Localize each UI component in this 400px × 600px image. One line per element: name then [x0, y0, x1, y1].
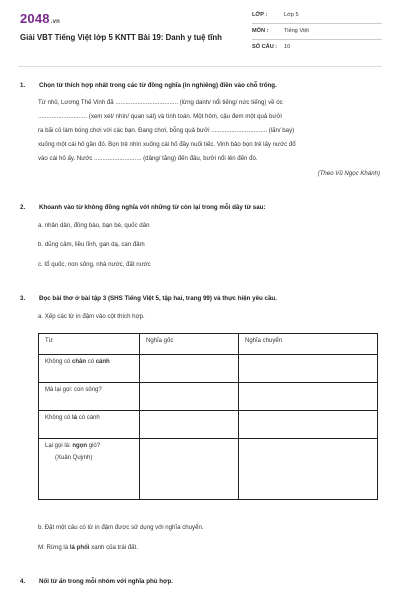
example-text: xanh của trái đất.: [89, 544, 138, 551]
meta-divider: [252, 39, 382, 40]
example-text: M: Rừng là: [38, 544, 70, 551]
logo-main: 2048: [20, 11, 50, 26]
paragraph-line: ra bãi cỏ làm bóng chơi với các bạn. Đang chơi, bỗng quả bưởi ................................. (lăn/ bay): [38, 127, 295, 134]
bold-word: chân: [72, 359, 87, 365]
literal-meaning-cell[interactable]: [140, 439, 239, 500]
question-text: Đọc bài thơ ở bài tập 3 (SHS Tiếng Việt 5, tập hai, trang 99) và thực hiện yêu cầu.: [39, 295, 277, 302]
question-number: 1.: [20, 82, 26, 89]
paragraph-line: xuống một cái hố gần đó. Bọn trẻ nhìn xuống cái hố đầy nuối tiếc. Vinh bảo bọn trẻ lấy nước đổ: [38, 141, 296, 148]
word-cell: [39, 411, 140, 439]
question-text: Khoanh vào từ không đồng nghĩa với những từ còn lại trong mỗi dãy từ sau:: [39, 204, 266, 211]
list-item: c. tổ quốc, non sông, nhà nước, đất nước: [38, 261, 151, 268]
paragraph-line: ............................. (xem xét/ nhìn/ quan sát) và tính toán. Một hôm, cậu đem một quả bưởi: [38, 113, 282, 120]
paragraph-line: vào cái hố ấy. Nước ............................ (dâng/ tăng) đến đâu, bưởi nổi lên đến đó.: [38, 155, 258, 162]
bold-word: lá: [72, 415, 78, 421]
example-sentence: [38, 544, 138, 551]
question-text: Chọn từ thích hợp nhất trong các từ đồng nghĩa (in nghiêng) điền vào chỗ trống.: [39, 82, 277, 89]
poem-author: (Xuân Quỳnh): [55, 455, 93, 461]
bold-word: ngọn: [72, 443, 88, 449]
word-cell: [39, 355, 140, 383]
list-item: a. nhân dân, đồng bào, bạn bè, quốc dân: [38, 222, 150, 229]
cell-text: Mà lại gọi: con sông?: [45, 387, 102, 393]
bold-word: lá phổi: [69, 544, 90, 551]
cell-text: gió?: [87, 443, 101, 449]
column-header: Nghĩa gốc: [140, 334, 239, 355]
word-cell: [39, 383, 140, 411]
logo-suffix: .vn: [50, 19, 61, 25]
question-number: 3.: [20, 295, 26, 302]
cell-text: Không có: [45, 359, 73, 365]
figurative-meaning-cell[interactable]: [239, 439, 378, 500]
header-divider: [18, 66, 382, 67]
answer-table: [38, 333, 378, 500]
table-row: [39, 439, 378, 500]
meta-key: SỐ CÂU :: [252, 44, 278, 50]
header: [0, 0, 400, 60]
cell-text: có cành: [77, 415, 100, 421]
figurative-meaning-cell[interactable]: [239, 411, 378, 439]
column-header: Nghĩa chuyển: [239, 334, 378, 355]
meta-key: LỚP :: [252, 12, 268, 18]
meta-divider: [252, 23, 382, 24]
meta-key: MÔN :: [252, 28, 269, 34]
question-number: 2.: [20, 204, 26, 211]
meta-value: 10: [284, 44, 291, 50]
sub-question-b: b. Đặt một câu có từ in đậm được sử dụng với nghĩa chuyển.: [38, 524, 204, 531]
meta-value: Tiếng Việt: [284, 28, 309, 34]
figurative-meaning-cell[interactable]: [239, 355, 378, 383]
cell-text: có: [86, 359, 96, 365]
cell-text: Không có: [45, 415, 73, 421]
word-cell: [39, 439, 140, 500]
literal-meaning-cell[interactable]: [140, 355, 239, 383]
bold-word: cánh: [95, 359, 110, 365]
cell-text: Lại gọi là:: [45, 443, 73, 449]
table-row: [39, 411, 378, 439]
literal-meaning-cell[interactable]: [140, 411, 239, 439]
question-number: 4.: [20, 578, 26, 585]
italic-word: ăn: [58, 578, 67, 585]
table-row: [39, 383, 378, 411]
question-text-part: Nối từ: [39, 578, 59, 585]
paragraph-line: Từ nhỏ, Lương Thế Vinh đã ..................................... (lừng danh/ nổi tiếng/ nức tiếng) về óc: [38, 99, 283, 106]
table-header-row: [39, 334, 378, 355]
meta-value: Lớp 5: [284, 12, 299, 18]
list-item: b. dũng cảm, liều lĩnh, gan dạ, can đảm: [38, 241, 145, 248]
figurative-meaning-cell[interactable]: [239, 383, 378, 411]
source-citation: (Theo Vũ Ngọc Khánh): [317, 170, 380, 177]
sub-question-a: a. Xếp các từ in đậm vào cột thích hợp.: [38, 313, 145, 320]
question-text: [39, 576, 173, 588]
site-logo[interactable]: [20, 11, 60, 26]
table-row: [39, 355, 378, 383]
page-title: Giải VBT Tiếng Việt lớp 5 KNTT Bài 19: Danh y tuệ tĩnh: [20, 33, 222, 42]
question-text-part: trong mỗi nhóm với nghĩa phù hợp.: [66, 578, 173, 585]
column-header: Từ: [39, 334, 140, 355]
literal-meaning-cell[interactable]: [140, 383, 239, 411]
